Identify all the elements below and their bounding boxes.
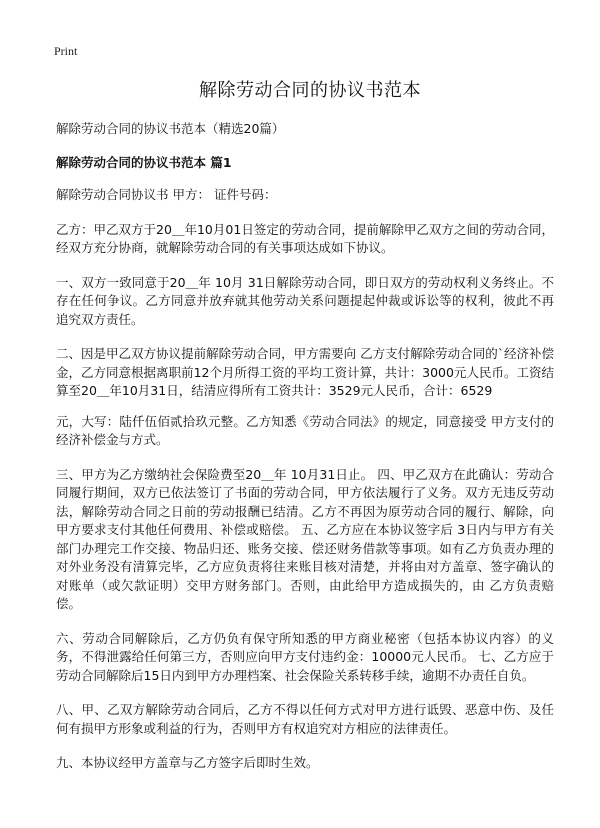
document-subtitle: 解除劳动合同的协议书范本（精选20篇） — [56, 121, 285, 136]
paragraph-clause-6-7: 六、劳动合同解除后，乙方仍负有保守所知悉的甲方商业秘密（包括本协议内容）的义务，不得泄露给任何第三方，否则应向甲方支付违约金：10000元人民币。 七、乙方应于劳动合同解除后15日内到甲方办理档案、社会保险关系转移手续，逾期不办责任自负。 — [56, 630, 554, 683]
paragraph-clause-1: 一、双方一致同意于20＿年 10月 31日解除劳动合同，即日双方的劳动权利义务终止。不存在任何争议。乙方同意并放弃就其他劳动关系问题提起仲裁或诉讼等的权利，彼此不再追究双方责任。 — [56, 274, 554, 327]
paragraph-clause-9: 九、本协议经甲方盖章与乙方签字后即时生效。 — [56, 755, 319, 770]
paragraph-parties: 解除劳动合同协议书 甲方： 证件号码： — [56, 187, 277, 202]
document-body — [56, 76, 554, 789]
paragraph-clause-2-cont: 元，大写：陆仟伍佰贰拾玖元整。乙方知悉《劳动合同法》的规定，同意接受 甲方支付的经济补偿金与方式。 — [56, 413, 554, 447]
paragraph-clause-3-5: 三、甲方为乙方缴纳社会保险费至20＿年 10月31日止。 四、甲乙双方在此确认：劳动合同履行期间，双方已依法签订了书面的劳动合同，甲方依法履行了义务。双方无违反劳动法，解除劳动合同之日前的劳动报酬已结清。乙方不再因为原劳动合同的履行、解除，向甲方要求支付其他任何费用、补偿或赔偿。 五、乙方应在本协议签字后 3日内与甲方有关部门办理完工作交接、物品归还、账务交接、偿还财务借款等事项。如有乙方负责办理的对外业务没有清算完毕，乙方应负责将往来账目核对清楚，并将由对方盖章、签字确认的对账单（或欠款证明）交甲方财务部门。否则，由此给甲方造成损失的，由 乙方负责赔偿。 — [56, 466, 554, 611]
paragraph-intro: 乙方：甲乙双方于20＿年10月01日签定的劳动合同，提前解除甲乙双方之间的劳动合同，经双方充分协商，就解除劳动合同的有关事项达成如下协议。 — [56, 221, 554, 255]
paragraph-clause-2: 二、因是甲乙双方协议提前解除劳动合同，甲方需要向 乙方支付解除劳动合同的`经济补偿金，乙方同意根据离职前12个月所得工资的平均工资计算，共计：3000元人民币。工资结算至20＿年10月31日，结清应得所有工资共计：3529元人民币，合计：6529 — [56, 346, 554, 398]
section-heading: 解除劳动合同的协议书范本 篇1 — [56, 155, 232, 170]
paragraph-clause-8: 八、甲、乙双方解除劳动合同后，乙方不得以任何方式对甲方进行诋毁、恶意中伤、及任何有损甲方形象或利益的行为，否则甲方有权追究对方相应的法律责任。 — [56, 702, 554, 736]
document-title: 解除劳动合同的协议书范本 — [199, 80, 421, 101]
print-link[interactable]: Print — [54, 44, 78, 58]
